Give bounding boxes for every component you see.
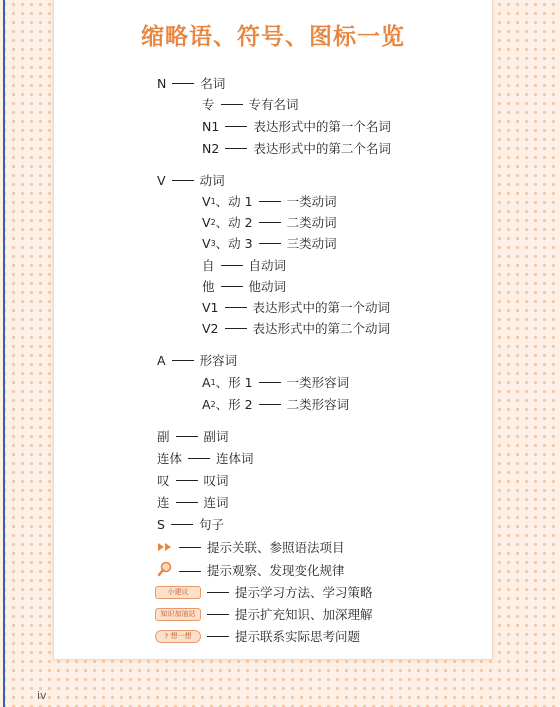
desc: 提示观察、发现变化规律 xyxy=(207,563,345,578)
abbr: 专 xyxy=(202,96,215,112)
abbr: V1 xyxy=(202,299,219,315)
entry-sentence xyxy=(157,516,224,533)
entry-verb xyxy=(157,172,225,189)
entry-adnominal xyxy=(157,450,254,467)
abbr: A1、形 1 xyxy=(202,374,253,390)
abbr: V3、动 3 xyxy=(202,235,253,251)
desc: 副词 xyxy=(203,428,229,444)
desc: 三类动词 xyxy=(286,235,337,251)
desc: 连词 xyxy=(203,494,229,510)
entry-interjection xyxy=(157,472,229,489)
magnifier-icon xyxy=(157,561,173,581)
desc: 动词 xyxy=(199,172,225,188)
entry-adjective xyxy=(157,352,237,369)
entry-adj-type2 xyxy=(202,396,349,413)
desc: 表达形式中的第一个动词 xyxy=(252,299,391,315)
abbr: N2 xyxy=(202,140,220,156)
page-title: 缩略语、符号、图标一览 xyxy=(141,24,405,50)
desc: 提示学习方法、学习策略 xyxy=(235,584,373,600)
abbr: A xyxy=(157,352,166,368)
abbr: V2、动 2 xyxy=(202,214,253,230)
page-number: iv xyxy=(37,689,47,702)
left-margin-rule xyxy=(3,0,5,707)
tips-badge-icon: 小建议 xyxy=(155,586,201,599)
abbr: V xyxy=(157,172,166,188)
double-arrow-icon xyxy=(157,540,173,556)
abbr: 自 xyxy=(202,257,215,273)
entry-verb-type3 xyxy=(202,235,337,252)
desc: 表达形式中的第二个名词 xyxy=(253,140,391,156)
abbr: 叹 xyxy=(157,472,170,488)
icon-entry-extra-knowledge xyxy=(155,606,373,623)
desc: 名词 xyxy=(200,75,226,91)
desc: 一类形容词 xyxy=(286,374,350,390)
entry-conjunction xyxy=(157,494,229,511)
desc: 提示关联、参照语法项目 xyxy=(207,539,345,555)
icon-entry-observe xyxy=(157,561,345,581)
desc: 二类形容词 xyxy=(286,396,350,412)
desc: 连体词 xyxy=(216,450,254,466)
abbr: 他 xyxy=(202,278,215,294)
desc: 表达形式中的第二个动词 xyxy=(252,320,391,336)
desc: 他动词 xyxy=(248,278,287,294)
entry-v2 xyxy=(202,320,390,337)
desc: 二类动词 xyxy=(286,214,337,230)
entry-proper-noun xyxy=(202,96,299,113)
abbr: N1 xyxy=(202,118,220,134)
desc: 表达形式中的第一个名词 xyxy=(253,118,391,134)
desc: 提示扩充知识、加深理解 xyxy=(235,606,373,622)
desc: 叹词 xyxy=(203,472,229,488)
desc: 专有名词 xyxy=(248,96,299,112)
abbr: 连体 xyxy=(157,450,183,466)
abbr: 副 xyxy=(157,428,170,444)
extra-knowledge-badge-icon: 知识加油站 xyxy=(155,608,201,621)
entry-v1 xyxy=(202,299,390,316)
abbr: V2 xyxy=(202,320,219,336)
abbr: V1、动 1 xyxy=(202,193,253,209)
icon-entry-reference xyxy=(157,539,345,556)
entry-intransitive xyxy=(202,257,286,274)
icon-entry-tips xyxy=(155,584,373,601)
abbr: N xyxy=(157,75,167,91)
abbr: S xyxy=(157,516,165,532)
entry-adverb xyxy=(157,428,229,445)
abbr: A2、形 2 xyxy=(202,396,253,412)
icon-entry-think xyxy=(155,628,360,645)
entry-verb-type1 xyxy=(202,193,337,210)
entry-adj-type1 xyxy=(202,374,349,391)
abbr: 连 xyxy=(157,494,170,510)
entry-n1 xyxy=(202,118,391,135)
entry-n2 xyxy=(202,140,391,157)
desc: 形容词 xyxy=(199,352,238,368)
entry-verb-type2 xyxy=(202,214,337,231)
question-badge-icon: ? 想一想 xyxy=(155,630,201,644)
desc: 一类动词 xyxy=(286,193,337,209)
desc: 句子 xyxy=(198,516,224,532)
entry-transitive xyxy=(202,278,286,295)
desc: 自动词 xyxy=(248,257,287,273)
desc: 提示联系实际思考问题 xyxy=(235,628,361,644)
entry-noun xyxy=(157,75,225,92)
